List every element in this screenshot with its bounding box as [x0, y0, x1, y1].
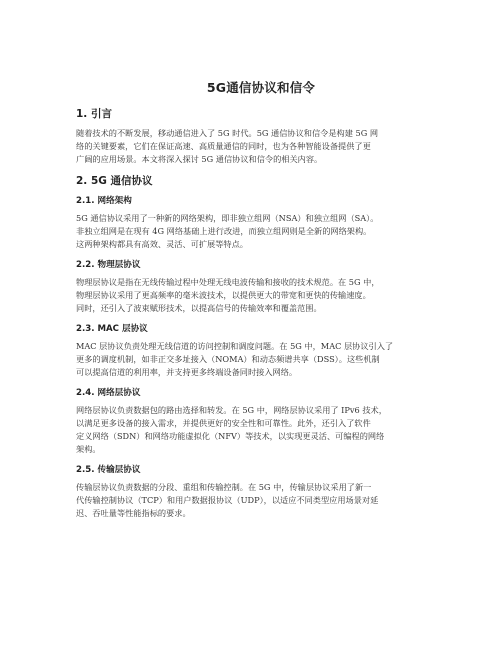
paragraph-transport-layer: 传输层协议负责数据的分段、重组和传输控制。在 5G 中，传输层协议采用了新一 代传输控制协议（TCP）和用户数据报协议（UDP），以适应不同类型应用场景对延 迟、吞吐量等性能指标的要求。: [76, 482, 379, 518]
section-heading-introduction: 1. 引言: [76, 108, 112, 120]
subsection-heading-network-architecture: 2.1. 网络架构: [76, 196, 132, 206]
paragraph-network-architecture: 5G 通信协议采用了一种新的网络架构，即非独立组网（NSA）和独立组网（SA）。 非独立组网是在现有 4G 网络基础上进行改进，而独立组网则是全新的网络架构。 这两种架构都具有高效、灵活、可扩展等特点。: [76, 213, 379, 249]
paragraph-network-layer: 网络层协议负责数据包的路由选择和转发。在 5G 中，网络层协议采用了 IPv6 技术， 以满足更多设备的接入需求，并提供更好的安全性和可靠性。此外，还引入了软件 定义网络（SDN）和网络功能虚拟化（NFV）等技术，以实现更灵活、可编程的网络 架构。: [76, 405, 387, 454]
subsection-heading-transport-layer: 2.5. 传输层协议: [76, 465, 141, 475]
subsection-heading-mac-layer: 2.3. MAC 层协议: [76, 324, 148, 334]
subsection-heading-network-layer: 2.4. 网络层协议: [76, 388, 141, 398]
subsection-heading-physical-layer: 2.2. 物理层协议: [76, 260, 141, 270]
paragraph-mac-layer: MAC 层协议负责处理无线信道的访问控制和调度问题。在 5G 中，MAC 层协议引入了 更多的调度机制，如非正交多址接入（NOMA）和动态频谱共享（DSS）。这些机制 可以提高信道的利用率，并支持更多终端设备同时接入网络。: [76, 341, 394, 377]
section-heading-5g-protocols: 2. 5G 通信协议: [76, 175, 153, 187]
paragraph-physical-layer: 物理层协议是指在无线传输过程中处理无线电波传输和接收的技术规范。在 5G 中， 物理层协议采用了更高频率的毫米波技术，以提供更大的带宽和更快的传输速度。 同时，还引入了波束赋形技术，以提高信号的传输效率和覆盖范围。: [76, 277, 380, 313]
document-title: 5G通信协议和信令: [206, 80, 316, 95]
paragraph-introduction: 随着技术的不断发展，移动通信进入了 5G 时代。5G 通信协议和信令是构建 5G 网 络的关键要素，它们在保证高速、高质量通信的同时，也为各种智能设备提供了更 广阔的应用场景。本文将深入探讨 5G 通信协议和信令的相关内容。: [76, 128, 379, 164]
